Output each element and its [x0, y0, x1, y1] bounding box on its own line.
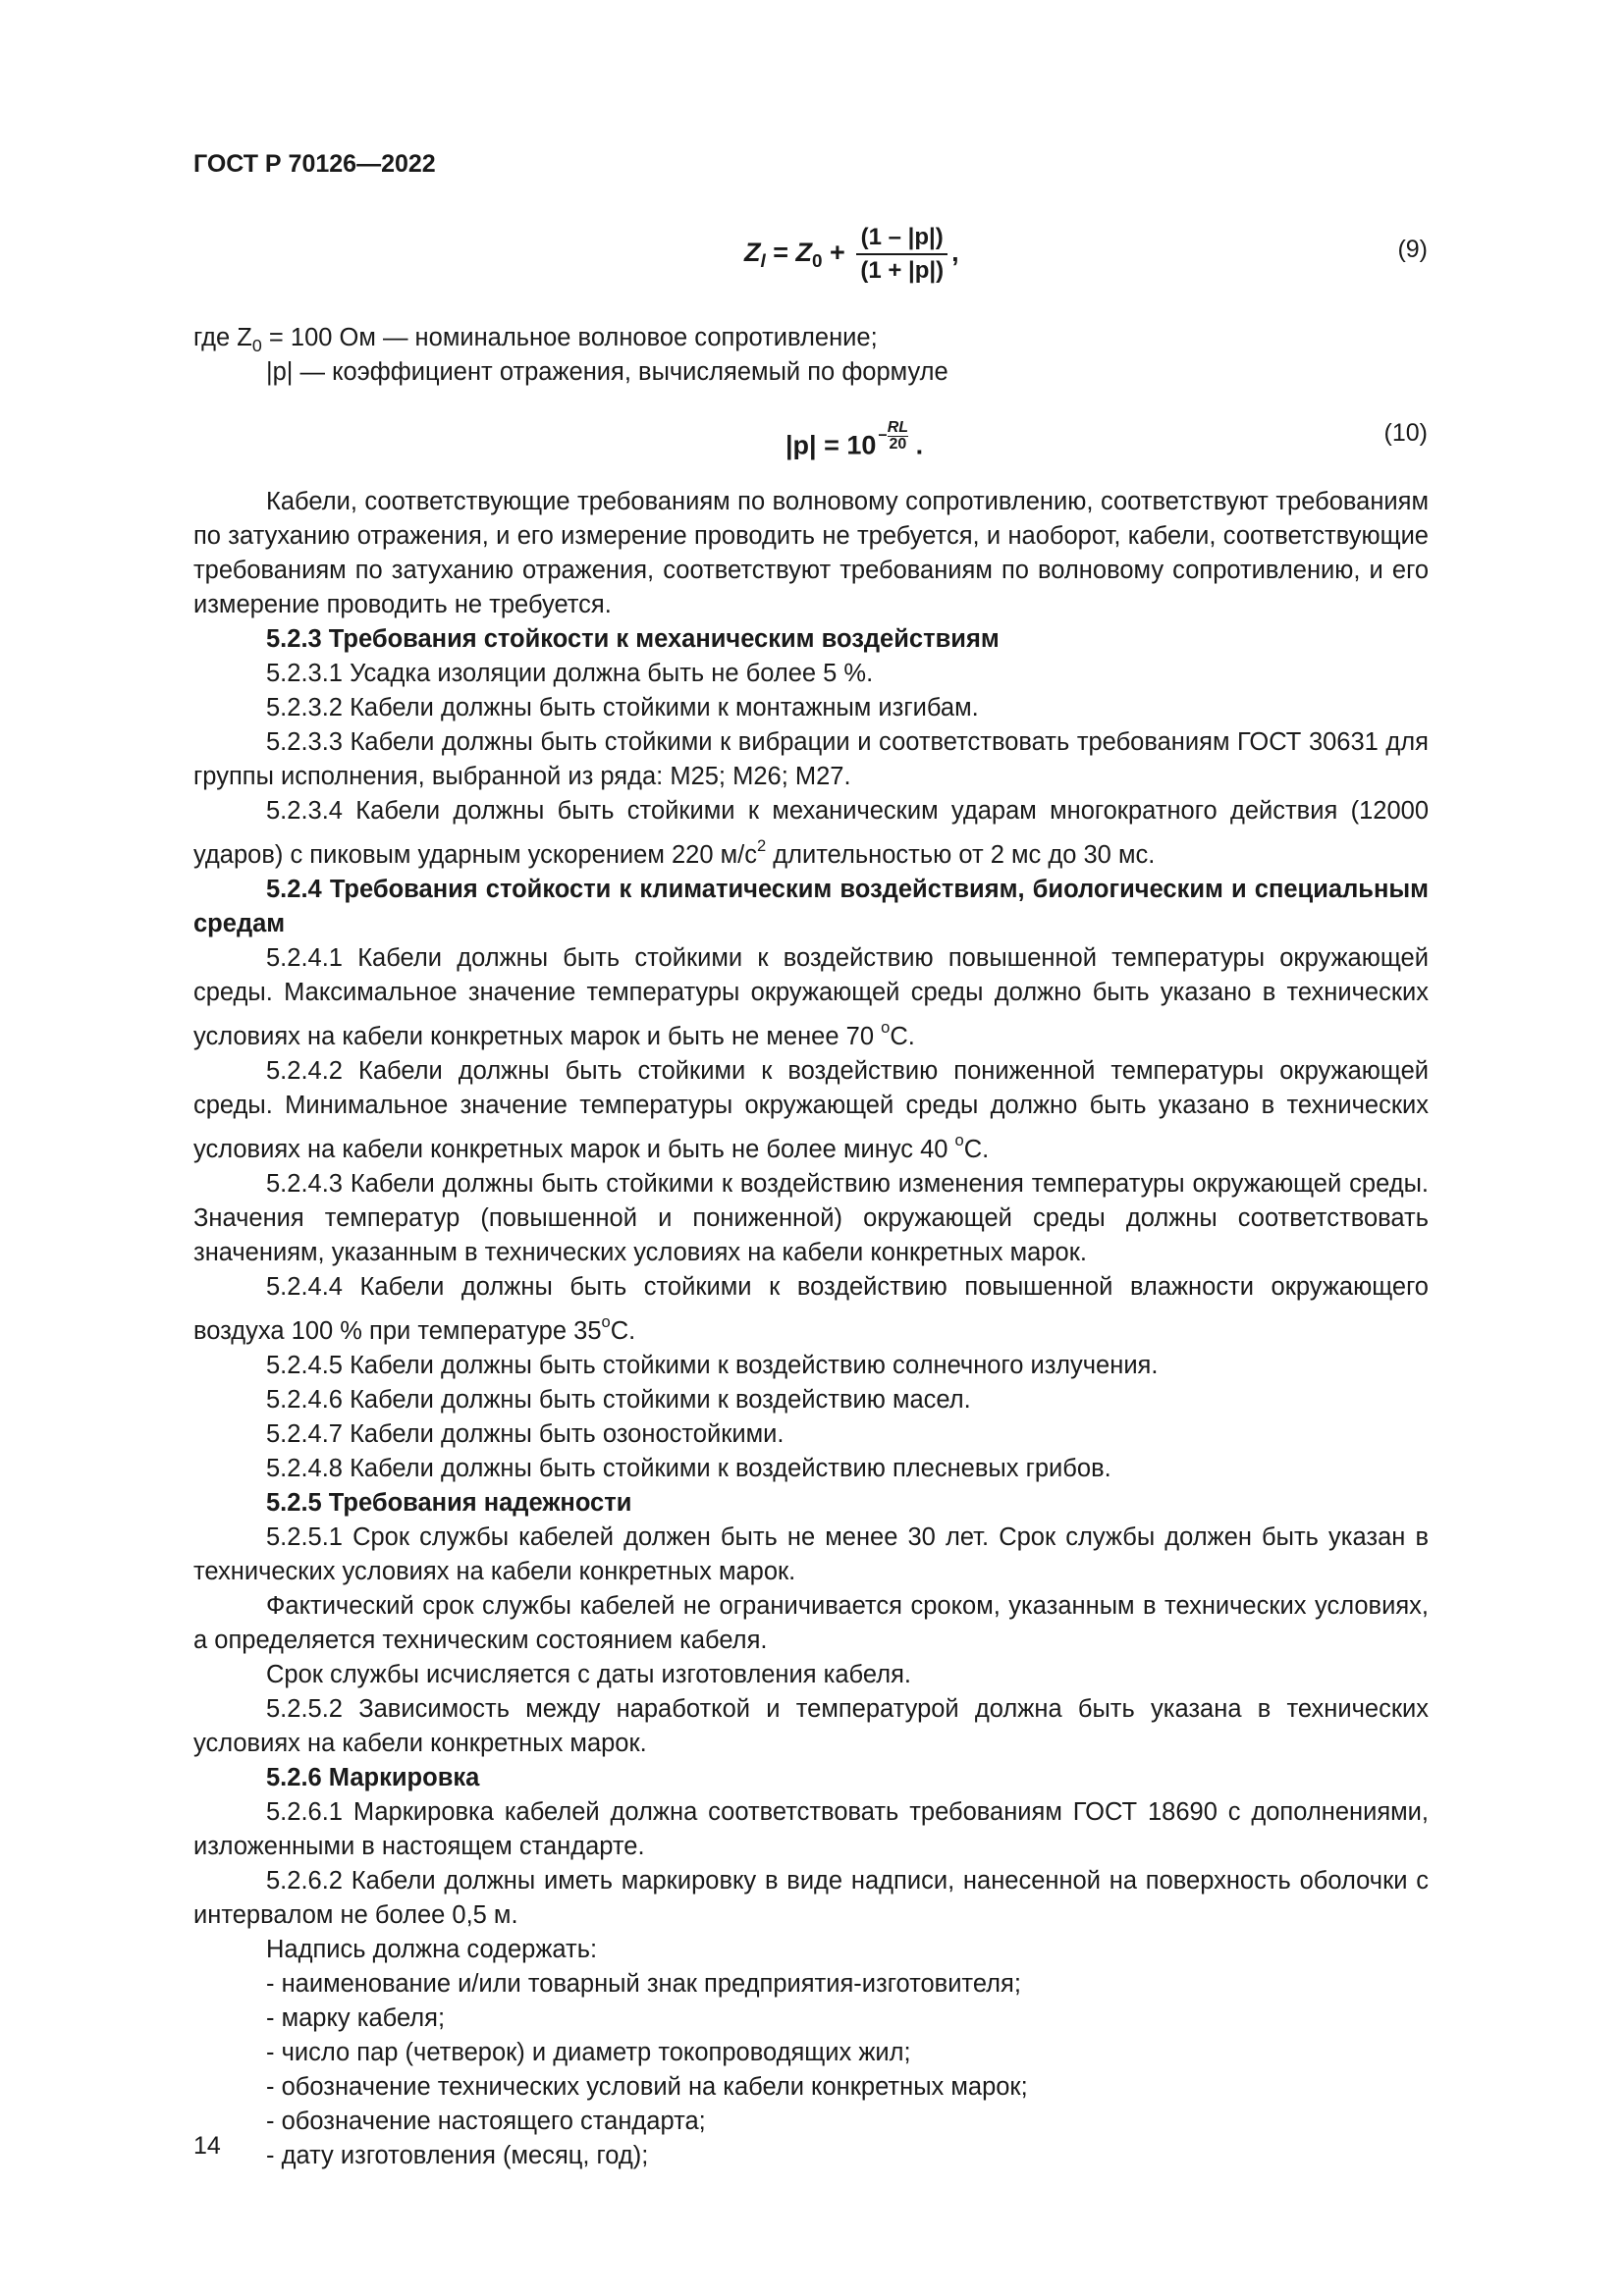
formula-10: [785, 420, 923, 461]
paragraph-5-2-4-1: [193, 941, 1429, 1054]
formula-9-numerator: (1 – |p|): [856, 224, 947, 255]
document-body: [193, 485, 1429, 2173]
formula-9-z0-var: Z: [795, 238, 813, 268]
formula-10-number: (10): [1383, 419, 1428, 447]
formula-9: [744, 224, 959, 285]
paragraph-5-2-3-4-sup: 2: [756, 836, 767, 855]
formula-10-exp-den: 20: [889, 436, 907, 453]
paragraph-5-2-3-3: 5.2.3.3 Кабели должны быть стойкими к вибрации и соответствовать требованиям ГОСТ 30631 для группы исполнения, выбранной из ряда: М25; М26; М27.: [193, 728, 1429, 790]
where-z0-line: [193, 324, 878, 356]
paragraph-5-2-3-4-b: длительностью от 2 мс до 30 мс.: [766, 841, 1156, 869]
where-z0-prefix: где Z: [193, 324, 252, 351]
paragraph-5-2-4-4-sup: о: [601, 1312, 611, 1331]
formula-10-exponent: [878, 420, 908, 453]
list-item: - обозначение настоящего стандарта;: [266, 2108, 706, 2135]
paragraph-5-2-4-7: 5.2.4.7 Кабели должны быть озоностойкими.: [266, 1420, 785, 1448]
paragraph-5-2-5-1: 5.2.5.1 Срок службы кабелей должен быть не менее 30 лет. Срок службы должен быть указан в технических условиях на кабели конкретных марок.: [193, 1523, 1429, 1585]
formula-9-lhs-var: Z: [744, 238, 761, 268]
paragraph-5-2-4-1-a: 5.2.4.1 Кабели должны быть стойкими к воздействию повышенной температуры окружающей среды. Максимальное значение температуры окружающей среды должно быть указано в технических условиях на кабели конкретных марок и быть не менее 70: [193, 944, 1429, 1050]
formula-10-dot: .: [915, 430, 924, 460]
formula-9-eq: =: [765, 238, 796, 268]
paragraph-5-2-4-2-b: С.: [963, 1136, 990, 1163]
paragraph-5-2-4-8: 5.2.4.8 Кабели должны быть стойкими к воздействию плесневых грибов.: [266, 1455, 1111, 1482]
paragraph-5-2-4-5: 5.2.4.5 Кабели должны быть стойкими к воздействию солнечного излучения.: [266, 1352, 1159, 1379]
formula-9-denominator: (1 + |p|): [860, 257, 945, 284]
paragraph-5-2-4-2: [193, 1054, 1429, 1167]
heading-5-2-5: 5.2.5 Требования надежности: [266, 1489, 632, 1517]
where-p-line: |p| — коэффициент отражения, вычисляемый по формуле: [266, 358, 948, 386]
paragraph-5-2-4-2-a: 5.2.4.2 Кабели должны быть стойкими к воздействию пониженной температуры окружающей среды. Минимальное значение температуры окружающей среды должно быть указано в технических условиях на кабели конкретных марок и быть не более минус 40: [193, 1057, 1429, 1163]
paragraph-5-2-4-6: 5.2.4.6 Кабели должны быть стойкими к воздействию масел.: [266, 1386, 971, 1414]
paragraph-5-2-3-1: 5.2.3.1 Усадка изоляции должна быть не более 5 %.: [266, 660, 874, 687]
formula-9-z0-sub: 0: [812, 251, 823, 273]
formula-9-plus: +: [822, 238, 853, 268]
paragraph-5-2-4-2-sup: о: [954, 1131, 964, 1149]
formula-10-exp-sign: −: [878, 427, 888, 445]
paragraph-5-2-4-1-sup: о: [881, 1018, 891, 1037]
list-item: - обозначение технических условий на кабели конкретных марок;: [266, 2073, 1028, 2101]
paragraph-5-2-6-1: 5.2.6.1 Маркировка кабелей должна соответствовать требованиям ГОСТ 18690 с дополнениями, изложенными в настоящем стандарте.: [193, 1798, 1429, 1860]
formula-10-lhs: |p| = 10: [785, 430, 877, 460]
formula-9-comma: ,: [951, 238, 959, 268]
paragraph-5-2-4-3: 5.2.4.3 Кабели должны быть стойкими к воздействию изменения температуры окружающей среды. Значения температур (повышенной и пониженной) окружающей среды должны соответствовать значениям, указанным в технических условиях на кабели конкретных марок.: [193, 1170, 1429, 1266]
paragraph-5-2-4-1-b: С.: [890, 1023, 915, 1050]
heading-5-2-4: 5.2.4 Требования стойкости к климатическим воздействиям, биологическим и специальным средам: [193, 876, 1429, 937]
where-z0-sub: 0: [251, 336, 262, 355]
paragraph-5-2-5-2: 5.2.5.2 Зависимость между наработкой и температурой должна быть указана в технических условиях на кабели конкретных марок.: [193, 1695, 1429, 1757]
list-item: - число пар (четверок) и диаметр токопроводящих жил;: [266, 2039, 911, 2066]
list-item: - дату изготовления (месяц, год);: [266, 2142, 649, 2169]
paragraph-5-2-3-4: [193, 794, 1429, 873]
list-item: - марку кабеля;: [266, 2004, 446, 2032]
heading-5-2-6: 5.2.6 Маркировка: [266, 1764, 480, 1791]
paragraph-impedance: Кабели, соответствующие требованиям по волновому сопротивлению, соответствуют требованиям по затуханию отражения, и его измерение проводить не требуется, и наоборот, кабели, соответствующие требованиям по затуханию отражения, соответствуют требованиям по волновому сопротивлению, и его измерение проводить не требуется.: [193, 488, 1429, 618]
formula-9-number: (9): [1397, 236, 1428, 263]
where-z0-rest: = 100 Ом — номинальное волновое сопротивление;: [261, 324, 878, 351]
paragraph-inscription-intro: Надпись должна содержать:: [266, 1936, 598, 1963]
formula-9-fraction: [856, 224, 947, 285]
heading-5-2-3: 5.2.3 Требования стойкости к механическим воздействиям: [266, 625, 1000, 653]
formula-9-lhs-sub: l: [760, 251, 766, 273]
document-header: ГОСТ Р 70126—2022: [193, 150, 436, 178]
page-number: 14: [193, 2132, 221, 2160]
paragraph-5-2-4-4-b: С.: [610, 1317, 636, 1345]
paragraph-5-2-4-4-a: 5.2.4.4 Кабели должны быть стойкими к воздействию повышенной влажности окружающего воздуха 100 % при температуре 35: [193, 1273, 1429, 1345]
paragraph-5-2-3-2: 5.2.3.2 Кабели должны быть стойкими к монтажным изгибам.: [266, 694, 979, 721]
paragraph-5-2-4-4: [193, 1270, 1429, 1349]
paragraph-5-2-3-4-a: 5.2.3.4 Кабели должны быть стойкими к механическим ударам многократного действия (12000 ударов) с пиковым ударным ускорением 220 м/с: [193, 797, 1429, 869]
paragraph-5-2-6-2: 5.2.6.2 Кабели должны иметь маркировку в виде надписи, нанесенной на поверхность оболочки с интервалом не более 0,5 м.: [193, 1867, 1429, 1929]
formula-10-exp-num: RL: [887, 419, 909, 436]
paragraph-service-life-start: Срок службы исчисляется с даты изготовления кабеля.: [266, 1661, 911, 1688]
paragraph-service-life-actual: Фактический срок службы кабелей не ограничивается сроком, указанным в технических условиях, а определяется техническим состоянием кабеля.: [193, 1592, 1429, 1654]
list-item: - наименование и/или товарный знак предприятия-изготовителя;: [266, 1970, 1021, 1998]
